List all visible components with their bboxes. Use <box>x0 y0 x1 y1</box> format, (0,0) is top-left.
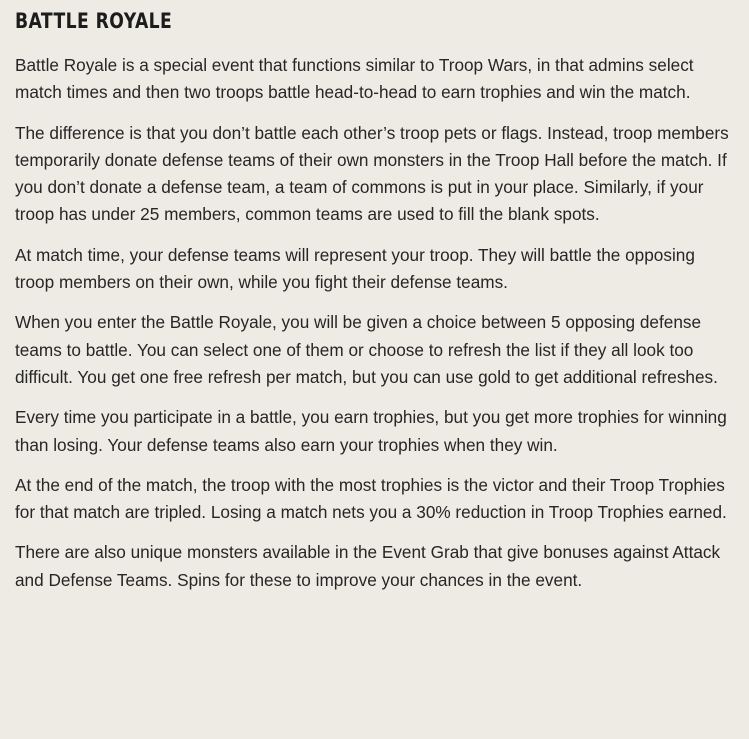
paragraph-unique-monsters: There are also unique monsters available in the Event Grab that give bonuses against Attack and Defense Teams. Spins for these to improve your chances in the event. <box>15 542 721 590</box>
paragraph-entering: When you enter the Battle Royale, you will be given a choice between 5 opposing defense teams to battle. You can select one of them or choose to refresh the list if they all look too difficult. You get one free refresh per match, but you can use gold to get additional refreshes. <box>15 312 718 387</box>
paragraph-intro: Battle Royale is a special event that functions similar to Troop Wars, in that admins select match times and then two troops battle head-to-head to earn trophies and win the match. <box>15 55 694 103</box>
article-title: BATTLE ROYALE <box>15 9 173 33</box>
paragraph-end-of-match: At the end of the match, the troop with the most trophies is the victor and their Troop Trophies for that match are tripled. Losing a match nets you a 30% reduction in Troop Trophies earned. <box>15 474 727 523</box>
paragraph-match-time: At match time, your defense teams will represent your troop. They will battle the opposing troop members on their own, while you fight their defense teams. <box>15 244 695 293</box>
paragraph-trophies: Every time you participate in a battle, you earn trophies, but you get more trophies for winning than losing. Your defense teams also earn your trophies when they win. <box>15 407 727 455</box>
paragraph-difference: The difference is that you don’t battle each other’s troop pets or flags. Instead, troop members temporarily donate defense teams of their own monsters in the Troop Hall before the match. If you don’t donate a defense team, a team of commons is put in your place. Similarly, if your troop has under 25 members, common teams are used to fill the blank spots. <box>15 122 729 225</box>
